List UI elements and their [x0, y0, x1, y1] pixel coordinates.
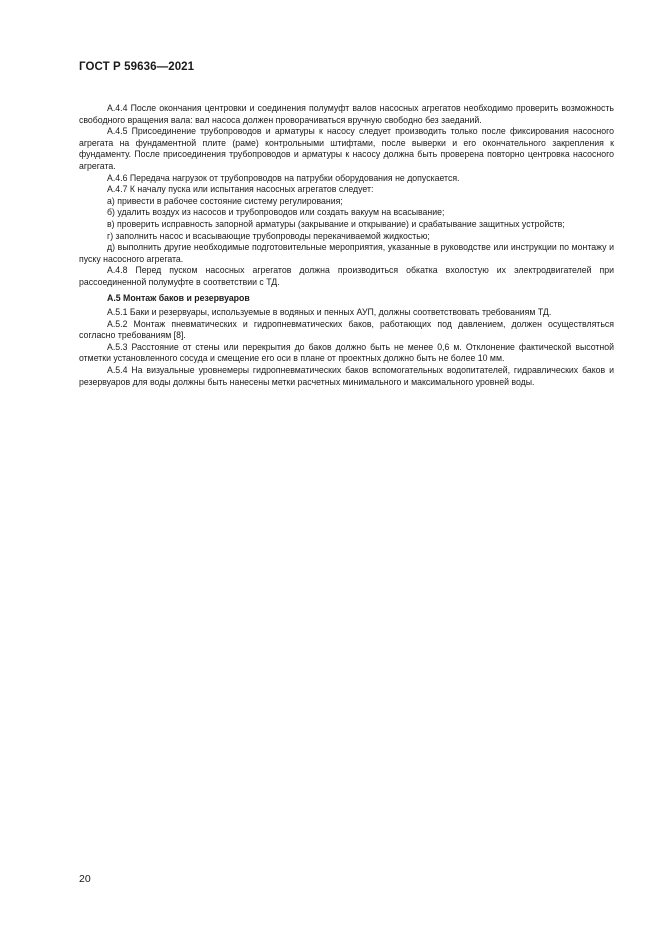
list-item-g: г) заполнить насос и всасывающие трубопроводы перекачиваемой жидкостью;: [107, 230, 430, 241]
paragraph-a-4-4: А.4.4 После окончания центровки и соединения полумуфт валов насосных агрегатов необходимо проверить возможность свободного вращения вала: вал насоса должен проворачиваться вручную свободно без заеданий.: [79, 103, 614, 125]
list-item-a: а) привести в рабочее состояние систему регулирования;: [107, 195, 343, 206]
section-heading-a-5: А.5 Монтаж баков и резервуаров: [107, 292, 250, 303]
paragraph-a-4-7: А.4.7 К началу пуска или испытания насосных агрегатов следует:: [107, 184, 374, 195]
list-item-d: д) выполнить другие необходимые подготовительные мероприятия, указанные в руководстве или инструкции по монтажу и пуску насосного агрегата.: [79, 242, 614, 264]
document-header: ГОСТ Р 59636—2021: [79, 61, 195, 73]
document-body: [79, 103, 614, 388]
paragraph-a-4-8: А.4.8 Перед пуском насосных агрегатов должна производиться обкатка вхолостую их электродвигателей при рассоединенной полумуфте в соответствии с ТД.: [79, 265, 614, 287]
list-item-b: б) удалить воздух из насосов и трубопроводов или создать вакуум на всасывание;: [107, 207, 445, 218]
paragraph-a-4-6: А.4.6 Передача нагрузок от трубопроводов на патрубки оборудования не допускается.: [107, 172, 460, 183]
paragraph-a-5-3: А.5.3 Расстояние от стены или перекрытия до баков должно быть не менее 0,6 м. Отклонение фактической высотной отметки установленного сосуда и смещение его оси в плане от проектных должно быть не более 10 мм.: [79, 341, 614, 364]
paragraph-a-5-4: А.5.4 На визуальные уровнемеры гидропневматических баков вспомогательных водопитателей, гидравлических баков и резервуаров для воды должны быть нанесены метки расчетных минимального и максимального уровней воды.: [79, 365, 614, 387]
paragraph-a-5-1: А.5.1 Баки и резервуары, используемые в водяных и пенных АУП, должны соответствовать требованиям ТД.: [107, 307, 552, 318]
page-number: 20: [79, 873, 91, 885]
paragraph-a-4-5: А.4.5 Присоединение трубопроводов и арматуры к насосу следует производить только после фиксирования насосного агрегата на фундаментной плите (раме) контрольными штифтами, после выверки и его окончательного закрепления к фундаменту. После присоединения трубопроводов и арматуры к насосу должна быть проверена повторно центровка насосного агрегата.: [79, 126, 614, 171]
paragraph-a-5-2: А.5.2 Монтаж пневматических и гидропневматических баков, работающих под давлением, должен осуществляться согласно требованиям [8].: [79, 318, 614, 341]
list-item-v: в) проверить исправность запорной арматуры (закрывание и открывание) и срабатывание защитных устройств;: [107, 218, 565, 229]
